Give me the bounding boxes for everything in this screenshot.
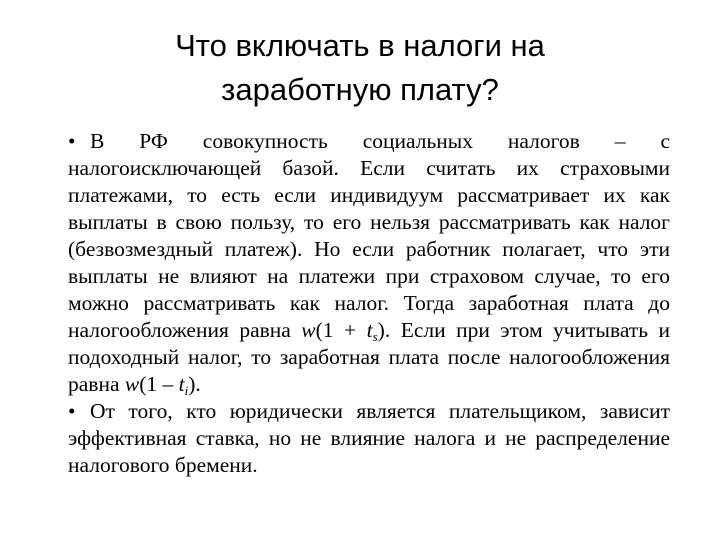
formula-2-tax-symbol: t [178, 372, 185, 396]
slide-body [68, 128, 670, 479]
formula-1-middle: (1 + [315, 318, 367, 342]
bullet-marker: • [68, 399, 76, 423]
formula-1-variable: w [301, 318, 316, 342]
formula-2-middle: (1 – [139, 372, 179, 396]
bullet-paragraph-2 [68, 398, 670, 479]
formula-2-subscript: i [184, 383, 189, 398]
title-line-2: заработную плату? [221, 72, 499, 107]
title-line-1: Что включать в налоги на [175, 28, 545, 63]
formula-2-variable: w [124, 372, 140, 396]
bullet-marker: • [68, 129, 76, 153]
bullet-1-text-part-1: В РФ совокупность социальных налогов – с налогоисключающей базой. Если считать их страховыми платежами, то есть если индивидуум рассматривает их как выплаты в свою пользу, то его нельзя рассматривать как налог (безвозмездный платеж). Но если работник полагает, что эти выплаты не влияют на платежи при страховом случае, то его можно рассматривать как налог. Тогда заработная плата до налогообложения равна [68, 129, 670, 342]
formula-2-end: ). [188, 372, 201, 396]
slide-title [60, 24, 660, 112]
formula-1-subscript: s [372, 329, 378, 344]
bullet-2-text: От того, кто юридически является плательщиком, зависит эффективная ставка, но не влияние налога и не распределение налогового бремени. [68, 399, 670, 477]
formula-1-tax-symbol: t [366, 318, 373, 342]
formula-1-end: ). [377, 318, 391, 342]
bullet-paragraph-1 [68, 128, 670, 398]
bullet-1-text-part-2: Если при этом учитывать и подоходный налог, то заработная плата после налогообложения равна [68, 318, 670, 396]
